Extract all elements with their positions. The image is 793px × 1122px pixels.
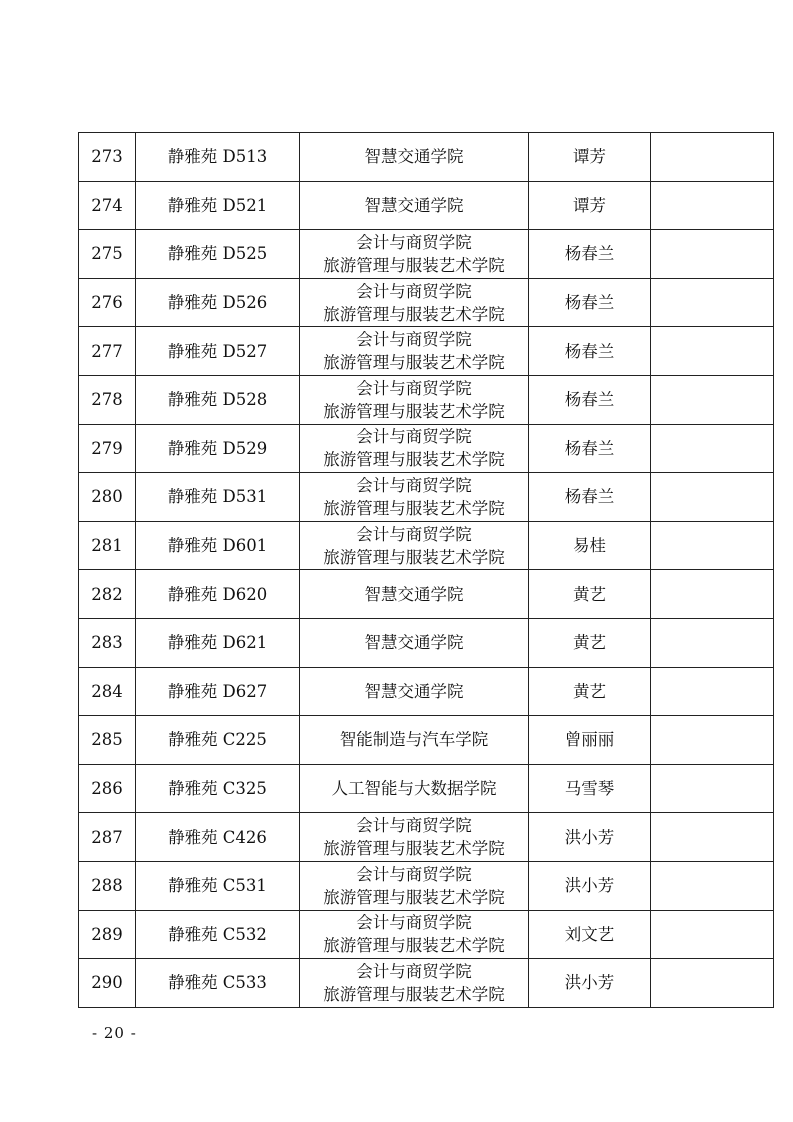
row-number-cell: 290 [79, 959, 136, 1008]
college-name: 旅游管理与服装艺术学院 [323, 936, 505, 956]
room-cell: 静雅苑 D527 [136, 327, 300, 376]
college-name: 会计与商贸学院 [356, 961, 472, 981]
room-cell: 静雅苑 C532 [136, 910, 300, 959]
college-name: 旅游管理与服装艺术学院 [323, 304, 505, 324]
college-name: 会计与商贸学院 [356, 524, 472, 544]
college-name: 智慧交通学院 [364, 195, 464, 215]
college-name: 会计与商贸学院 [356, 864, 472, 884]
note-cell [651, 521, 774, 570]
room-cell: 静雅苑 C533 [136, 959, 300, 1008]
person-cell: 刘文艺 [529, 910, 651, 959]
row-number-cell: 278 [79, 375, 136, 424]
room-cell: 静雅苑 D521 [136, 181, 300, 230]
table-row [79, 813, 774, 862]
note-cell [651, 133, 774, 182]
note-cell [651, 813, 774, 862]
college-cell [300, 716, 529, 765]
college-name: 旅游管理与服装艺术学院 [323, 353, 505, 373]
college-name: 智慧交通学院 [364, 584, 464, 604]
note-cell [651, 181, 774, 230]
college-name: 智慧交通学院 [364, 633, 464, 653]
note-cell [651, 667, 774, 716]
college-cell [300, 764, 529, 813]
college-name: 人工智能与大数据学院 [331, 779, 497, 799]
college-name: 会计与商贸学院 [356, 378, 472, 398]
room-cell: 静雅苑 D620 [136, 570, 300, 619]
row-number-cell: 277 [79, 327, 136, 376]
row-number-cell: 287 [79, 813, 136, 862]
note-cell [651, 764, 774, 813]
college-cell [300, 618, 529, 667]
person-cell: 杨春兰 [529, 278, 651, 327]
college-name: 会计与商贸学院 [356, 232, 472, 252]
college-name: 会计与商贸学院 [356, 475, 472, 495]
table-row [79, 473, 774, 522]
table-row [79, 521, 774, 570]
person-cell: 黄艺 [529, 570, 651, 619]
college-name: 旅游管理与服装艺术学院 [323, 498, 505, 518]
room-cell: 静雅苑 C531 [136, 861, 300, 910]
table-row [79, 327, 774, 376]
note-cell [651, 910, 774, 959]
room-cell: 静雅苑 D528 [136, 375, 300, 424]
row-number-cell: 273 [79, 133, 136, 182]
table-row [79, 618, 774, 667]
note-cell [651, 473, 774, 522]
college-cell [300, 473, 529, 522]
row-number-cell: 283 [79, 618, 136, 667]
college-cell [300, 230, 529, 279]
college-name: 会计与商贸学院 [356, 913, 472, 933]
table-row [79, 667, 774, 716]
table-row [79, 278, 774, 327]
college-name: 会计与商贸学院 [356, 281, 472, 301]
college-cell [300, 375, 529, 424]
table-row [79, 861, 774, 910]
college-name: 旅游管理与服装艺术学院 [323, 547, 505, 567]
person-cell: 易桂 [529, 521, 651, 570]
person-cell: 马雪琴 [529, 764, 651, 813]
college-cell [300, 424, 529, 473]
room-cell: 静雅苑 D526 [136, 278, 300, 327]
row-number-cell: 280 [79, 473, 136, 522]
person-cell: 杨春兰 [529, 473, 651, 522]
row-number-cell: 276 [79, 278, 136, 327]
college-name: 智慧交通学院 [364, 681, 464, 701]
college-name: 旅游管理与服装艺术学院 [323, 984, 505, 1004]
note-cell [651, 716, 774, 765]
person-cell: 杨春兰 [529, 424, 651, 473]
college-name: 会计与商贸学院 [356, 330, 472, 350]
row-number-cell: 282 [79, 570, 136, 619]
college-name: 旅游管理与服装艺术学院 [323, 839, 505, 859]
table-row [79, 133, 774, 182]
person-cell: 谭芳 [529, 181, 651, 230]
table-row [79, 230, 774, 279]
person-cell: 杨春兰 [529, 327, 651, 376]
table-row [79, 716, 774, 765]
college-name: 会计与商贸学院 [356, 427, 472, 447]
room-cell: 静雅苑 C225 [136, 716, 300, 765]
college-cell [300, 910, 529, 959]
row-number-cell: 281 [79, 521, 136, 570]
college-name: 智慧交通学院 [364, 147, 464, 167]
note-cell [651, 327, 774, 376]
college-cell [300, 813, 529, 862]
person-cell: 黄艺 [529, 618, 651, 667]
row-number-cell: 289 [79, 910, 136, 959]
table-row [79, 910, 774, 959]
person-cell: 杨春兰 [529, 230, 651, 279]
row-number-cell: 288 [79, 861, 136, 910]
room-cell: 静雅苑 C426 [136, 813, 300, 862]
person-cell: 洪小芳 [529, 813, 651, 862]
dormitory-table [78, 132, 774, 1008]
person-cell: 黄艺 [529, 667, 651, 716]
college-name: 旅游管理与服装艺术学院 [323, 401, 505, 421]
college-name: 会计与商贸学院 [356, 816, 472, 836]
table-row [79, 181, 774, 230]
room-cell: 静雅苑 D627 [136, 667, 300, 716]
row-number-cell: 274 [79, 181, 136, 230]
note-cell [651, 375, 774, 424]
table-row [79, 959, 774, 1008]
table-body [79, 133, 774, 1008]
college-cell [300, 133, 529, 182]
note-cell [651, 230, 774, 279]
person-cell: 谭芳 [529, 133, 651, 182]
note-cell [651, 570, 774, 619]
row-number-cell: 285 [79, 716, 136, 765]
table-row [79, 764, 774, 813]
person-cell: 杨春兰 [529, 375, 651, 424]
college-cell [300, 959, 529, 1008]
college-cell [300, 327, 529, 376]
room-cell: 静雅苑 C325 [136, 764, 300, 813]
room-cell: 静雅苑 D525 [136, 230, 300, 279]
college-cell [300, 667, 529, 716]
note-cell [651, 959, 774, 1008]
row-number-cell: 284 [79, 667, 136, 716]
page-number: - 20 - [92, 1024, 137, 1042]
row-number-cell: 286 [79, 764, 136, 813]
college-name: 旅游管理与服装艺术学院 [323, 450, 505, 470]
table-row [79, 375, 774, 424]
table-row [79, 570, 774, 619]
person-cell: 洪小芳 [529, 861, 651, 910]
room-cell: 静雅苑 D601 [136, 521, 300, 570]
college-cell [300, 521, 529, 570]
table-row [79, 424, 774, 473]
college-cell [300, 181, 529, 230]
college-name: 智能制造与汽车学院 [339, 730, 489, 750]
row-number-cell: 275 [79, 230, 136, 279]
college-cell [300, 278, 529, 327]
row-number-cell: 279 [79, 424, 136, 473]
person-cell: 曾丽丽 [529, 716, 651, 765]
college-name: 旅游管理与服装艺术学院 [323, 255, 505, 275]
room-cell: 静雅苑 D513 [136, 133, 300, 182]
note-cell [651, 861, 774, 910]
person-cell: 洪小芳 [529, 959, 651, 1008]
room-cell: 静雅苑 D621 [136, 618, 300, 667]
note-cell [651, 278, 774, 327]
college-cell [300, 570, 529, 619]
note-cell [651, 424, 774, 473]
note-cell [651, 618, 774, 667]
room-cell: 静雅苑 D529 [136, 424, 300, 473]
room-cell: 静雅苑 D531 [136, 473, 300, 522]
college-name: 旅游管理与服装艺术学院 [323, 887, 505, 907]
college-cell [300, 861, 529, 910]
